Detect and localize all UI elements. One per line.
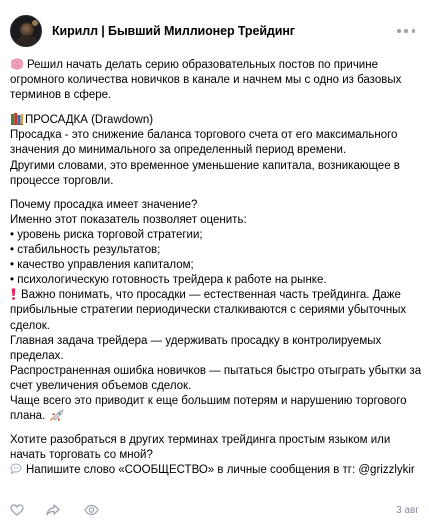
channel-avatar[interactable] (10, 15, 42, 47)
important-paragraph (10, 288, 424, 333)
important-text: Важно понимать, что просадки — естественная часть трейдинга. Даже прибыльные стратегии периодически сталкиваются с сериями убыточных сделок. (10, 289, 407, 332)
post-timestamp[interactable]: 3 авг (396, 505, 419, 516)
views-counter (84, 504, 99, 518)
cta-action (10, 463, 424, 478)
why-subtitle: Именно этот показатель позволяет оценить: (10, 213, 247, 226)
bullet-item: • качество управления капиталом; (10, 259, 194, 272)
post-body (10, 58, 424, 478)
share-icon (46, 504, 60, 519)
intro-paragraph (10, 58, 424, 103)
mistake-paragraph: Распространенная ошибка новичков — пытаться быстро отыграть убытки за счет увеличения объемов сделок. (10, 364, 422, 392)
exclamation-icon (11, 288, 16, 300)
post-header (10, 14, 419, 48)
more-dots-icon[interactable] (397, 23, 415, 39)
definition-paragraph-2: Другими словами, это временное уменьшение капитала, возникающее в процессе торговли. (10, 159, 400, 187)
bullet-item: • уровень риска торговой стратегии; (10, 228, 203, 241)
main-task-paragraph: Главная задача трейдера — удерживать просадку в контролируемых пределах. (10, 334, 382, 362)
consequence-paragraph (10, 394, 424, 424)
books-icon (10, 112, 24, 125)
like-button[interactable] (10, 504, 24, 518)
heading-text: ПРОСАДКА (Drawdown) (25, 114, 154, 127)
bullet-item: • стабильность результатов; (10, 244, 161, 257)
brain-icon (10, 58, 24, 70)
share-button[interactable] (46, 504, 60, 518)
rocket-icon (50, 409, 64, 421)
consequence-text: Чаще всего это приводит к еще большим потерям и нарушению торгового плана. (10, 394, 407, 423)
heading-line (10, 112, 424, 128)
intro-text: Решил начать делать серию образовательных постов по причине огромного количества новичков в канале и начнем мы с одно из базовых терминов в сфере. (10, 59, 402, 102)
post-footer (10, 504, 419, 518)
definition-paragraph: Просадка - это снижение баланса торгового счета от его максимального значения до минимального за определенный период времени. (10, 129, 398, 157)
cta-action-text: Напишите слово «СООБЩЕСТВО» в личные сообщения в тг: @grizzlykir (26, 464, 415, 477)
channel-name[interactable]: Кирилл | Бывший Миллионер Трейдинг (52, 24, 295, 38)
why-title: Почему просадка имеет значение? (10, 198, 198, 211)
eye-icon (84, 504, 99, 519)
cta-question: Хотите разобраться в других терминах трейдинга простым языком или начать торговать со мной? (10, 434, 391, 462)
bullet-item: • психологическую готовность трейдера к работе на рынке. (10, 274, 327, 287)
speech-bubble-icon (10, 463, 22, 475)
heart-icon (10, 504, 24, 519)
